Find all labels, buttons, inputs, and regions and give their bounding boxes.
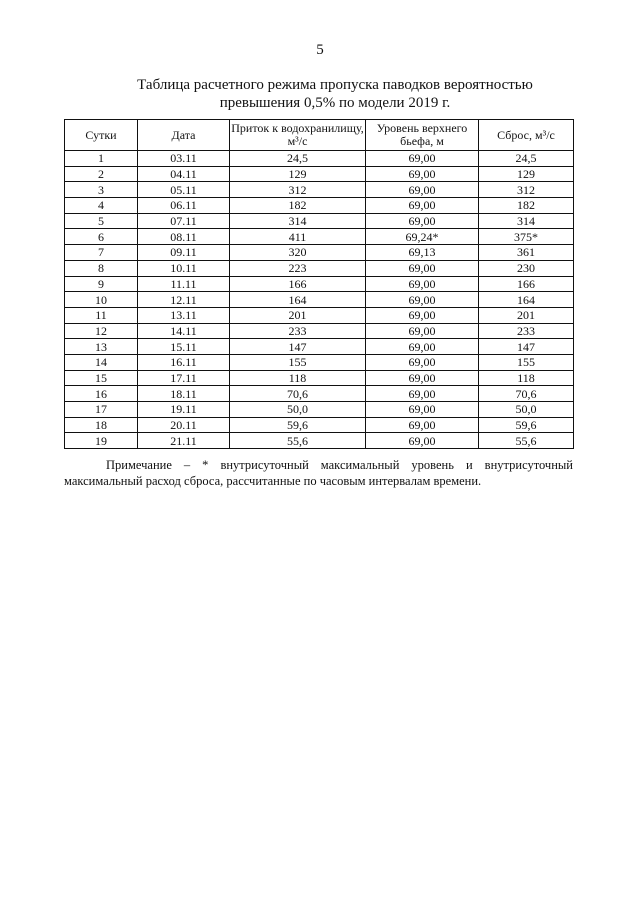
cell-inflow: 164 — [230, 292, 366, 308]
cell-level: 69,00 — [366, 276, 479, 292]
cell-level: 69,00 — [366, 198, 479, 214]
cell-discharge: 59,6 — [479, 417, 574, 433]
cell-inflow: 24,5 — [230, 151, 366, 167]
cell-date: 12.11 — [138, 292, 230, 308]
cell-day: 14 — [65, 354, 138, 370]
cell-discharge: 55,6 — [479, 433, 574, 449]
cell-inflow: 411 — [230, 229, 366, 245]
table-body — [65, 151, 574, 449]
cell-inflow: 118 — [230, 370, 366, 386]
note-line-2: максимальный расход сброса, рассчитанные по часовым интервалам времени. — [64, 474, 482, 488]
cell-inflow: 233 — [230, 323, 366, 339]
cell-inflow: 312 — [230, 182, 366, 198]
cell-date: 10.11 — [138, 260, 230, 276]
cell-day: 16 — [65, 386, 138, 402]
table-row — [65, 417, 574, 433]
cell-discharge: 201 — [479, 307, 574, 323]
table-row — [65, 370, 574, 386]
cell-level: 69,00 — [366, 323, 479, 339]
cell-discharge: 361 — [479, 245, 574, 261]
table-row — [65, 386, 574, 402]
cell-date: 04.11 — [138, 166, 230, 182]
cell-day: 6 — [65, 229, 138, 245]
cell-inflow: 59,6 — [230, 417, 366, 433]
cell-discharge: 314 — [479, 213, 574, 229]
cell-date: 13.11 — [138, 307, 230, 323]
cell-inflow: 201 — [230, 307, 366, 323]
cell-level: 69,00 — [366, 370, 479, 386]
cell-inflow: 147 — [230, 339, 366, 355]
cell-discharge: 155 — [479, 354, 574, 370]
cell-level: 69,00 — [366, 166, 479, 182]
cell-date: 07.11 — [138, 213, 230, 229]
cell-day: 12 — [65, 323, 138, 339]
cell-discharge: 182 — [479, 198, 574, 214]
cell-inflow: 182 — [230, 198, 366, 214]
cell-inflow: 223 — [230, 260, 366, 276]
table-row — [65, 166, 574, 182]
table-title-line-2: превышения 0,5% по модели 2019 г. — [219, 95, 451, 111]
cell-day: 7 — [65, 245, 138, 261]
cell-day: 8 — [65, 260, 138, 276]
cell-date: 15.11 — [138, 339, 230, 355]
page-number: 5 — [316, 42, 324, 58]
table-row — [65, 276, 574, 292]
cell-date: 14.11 — [138, 323, 230, 339]
cell-day: 11 — [65, 307, 138, 323]
cell-date: 18.11 — [138, 386, 230, 402]
cell-day: 18 — [65, 417, 138, 433]
cell-date: 06.11 — [138, 198, 230, 214]
cell-discharge: 166 — [479, 276, 574, 292]
header-discharge: Сброс, м³/с — [479, 120, 574, 151]
table-row — [65, 260, 574, 276]
cell-date: 20.11 — [138, 417, 230, 433]
table-note — [64, 457, 573, 489]
cell-discharge: 129 — [479, 166, 574, 182]
table-row — [65, 213, 574, 229]
cell-day: 2 — [65, 166, 138, 182]
cell-discharge: 147 — [479, 339, 574, 355]
cell-day: 17 — [65, 402, 138, 418]
cell-level: 69,00 — [366, 386, 479, 402]
cell-inflow: 166 — [230, 276, 366, 292]
cell-inflow: 155 — [230, 354, 366, 370]
cell-level: 69,00 — [366, 417, 479, 433]
cell-day: 10 — [65, 292, 138, 308]
cell-discharge: 50,0 — [479, 402, 574, 418]
cell-date: 17.11 — [138, 370, 230, 386]
cell-date: 09.11 — [138, 245, 230, 261]
header-upstream-level: Уровень верхнего бьефа, м — [366, 120, 479, 151]
table-row — [65, 198, 574, 214]
table-row — [65, 339, 574, 355]
header-inflow: Приток к водохранилищу, м³/с — [230, 120, 366, 151]
cell-day: 3 — [65, 182, 138, 198]
cell-date: 16.11 — [138, 354, 230, 370]
cell-discharge: 24,5 — [479, 151, 574, 167]
cell-day: 15 — [65, 370, 138, 386]
cell-level: 69,24* — [366, 229, 479, 245]
note-line-1: Примечание – * внутрисуточный максимальный уровень и внутрисуточный — [106, 458, 573, 472]
cell-inflow: 129 — [230, 166, 366, 182]
cell-day: 9 — [65, 276, 138, 292]
cell-inflow: 55,6 — [230, 433, 366, 449]
cell-level: 69,00 — [366, 339, 479, 355]
cell-level: 69,00 — [366, 292, 479, 308]
table-title-line-1: Таблица расчетного режима пропуска паводков вероятностью — [137, 77, 533, 93]
cell-day: 13 — [65, 339, 138, 355]
cell-inflow: 50,0 — [230, 402, 366, 418]
cell-date: 19.11 — [138, 402, 230, 418]
cell-level: 69,00 — [366, 151, 479, 167]
table-row — [65, 433, 574, 449]
cell-discharge: 312 — [479, 182, 574, 198]
cell-day: 4 — [65, 198, 138, 214]
cell-day: 19 — [65, 433, 138, 449]
cell-discharge: 164 — [479, 292, 574, 308]
header-day: Сутки — [65, 120, 138, 151]
table-row — [65, 182, 574, 198]
cell-level: 69,00 — [366, 433, 479, 449]
cell-discharge: 233 — [479, 323, 574, 339]
table-title — [100, 76, 570, 112]
cell-date: 08.11 — [138, 229, 230, 245]
table-row — [65, 307, 574, 323]
cell-discharge: 70,6 — [479, 386, 574, 402]
cell-level: 69,00 — [366, 402, 479, 418]
table-row — [65, 292, 574, 308]
cell-level: 69,00 — [366, 260, 479, 276]
cell-date: 21.11 — [138, 433, 230, 449]
cell-level: 69,00 — [366, 307, 479, 323]
table-header-row — [65, 120, 574, 151]
table-row — [65, 323, 574, 339]
cell-inflow: 320 — [230, 245, 366, 261]
cell-discharge: 375* — [479, 229, 574, 245]
cell-level: 69,00 — [366, 354, 479, 370]
cell-inflow: 314 — [230, 213, 366, 229]
header-date: Дата — [138, 120, 230, 151]
flood-regime-table — [64, 119, 574, 449]
cell-level: 69,00 — [366, 213, 479, 229]
table-row — [65, 229, 574, 245]
table-row — [65, 151, 574, 167]
table-row — [65, 402, 574, 418]
table-row — [65, 354, 574, 370]
cell-level: 69,13 — [366, 245, 479, 261]
cell-day: 5 — [65, 213, 138, 229]
cell-date: 11.11 — [138, 276, 230, 292]
table-row — [65, 245, 574, 261]
cell-discharge: 230 — [479, 260, 574, 276]
cell-date: 03.11 — [138, 151, 230, 167]
cell-inflow: 70,6 — [230, 386, 366, 402]
cell-level: 69,00 — [366, 182, 479, 198]
cell-day: 1 — [65, 151, 138, 167]
cell-date: 05.11 — [138, 182, 230, 198]
cell-discharge: 118 — [479, 370, 574, 386]
